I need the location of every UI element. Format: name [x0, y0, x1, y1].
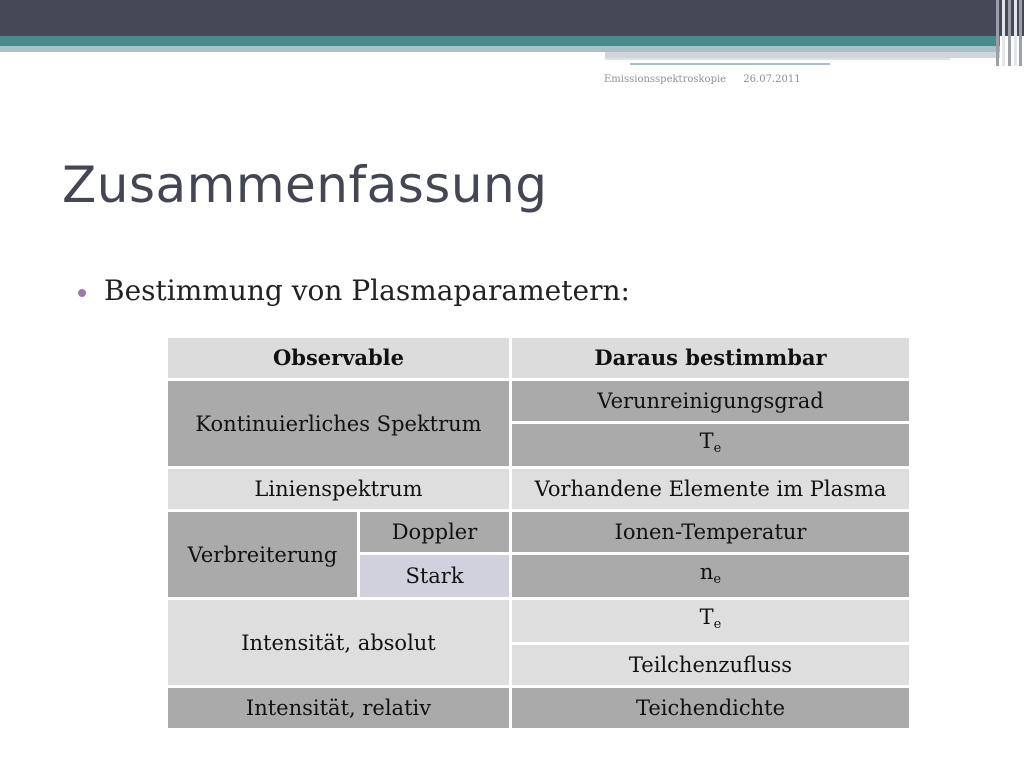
- cell-result: Teichendichte: [511, 687, 911, 730]
- cell-observable: Intensität, relativ: [167, 687, 511, 730]
- cell-result: Teilchenzufluss: [511, 644, 911, 687]
- slide-title: Zusammenfassung: [62, 156, 548, 214]
- header-line: [630, 63, 830, 65]
- header-bar-dark: [0, 0, 1024, 36]
- cell-observable: Linienspektrum: [167, 468, 511, 511]
- header-vertical-bar: [996, 0, 999, 66]
- header-bar-teal: [0, 36, 1000, 46]
- slide-header-meta: [604, 74, 815, 90]
- header-result: Daraus bestimmbar: [511, 337, 911, 380]
- cell-result: [511, 423, 911, 468]
- table-header-row: [167, 337, 911, 380]
- header-vertical-bar: [1008, 0, 1011, 66]
- cell-result: [511, 554, 911, 599]
- cell-subtype: Stark: [359, 554, 511, 599]
- table-row: [167, 511, 911, 554]
- topic-label: Emissionsspektroskopie: [604, 74, 727, 85]
- table-row: [167, 687, 911, 730]
- bullet-item: [78, 274, 630, 307]
- header-vertical-bar: [1002, 0, 1005, 66]
- date-label: 26.07.2011: [743, 74, 801, 85]
- cell-result: [511, 599, 911, 644]
- header-line: [605, 58, 950, 60]
- result-subscript: e: [713, 572, 722, 587]
- cell-observable: Intensität, absolut: [167, 599, 511, 687]
- header-vertical-bar: [1014, 0, 1017, 66]
- bullet-text: Bestimmung von Plasmaparametern:: [104, 274, 630, 307]
- result-symbol: T: [699, 605, 714, 629]
- cell-subtype: Doppler: [359, 511, 511, 554]
- bullet-icon: [78, 289, 86, 297]
- table-row: [167, 380, 911, 423]
- header-vertical-bar: [1019, 0, 1022, 66]
- result-symbol: n: [699, 560, 714, 584]
- cell-result: Vorhandene Elemente im Plasma: [511, 468, 911, 511]
- result-subscript: e: [713, 441, 722, 456]
- result-subscript: e: [713, 617, 722, 632]
- header-observable: Observable: [167, 337, 511, 380]
- cell-observable: Verbreiterung: [167, 511, 359, 599]
- cell-observable: Kontinuierliches Spektrum: [167, 380, 511, 468]
- table-row: [167, 599, 911, 644]
- table-row: [167, 468, 911, 511]
- result-symbol: T: [699, 429, 714, 453]
- cell-result: Verunreinigungsgrad: [511, 380, 911, 423]
- summary-table: [165, 335, 912, 731]
- cell-result: Ionen-Temperatur: [511, 511, 911, 554]
